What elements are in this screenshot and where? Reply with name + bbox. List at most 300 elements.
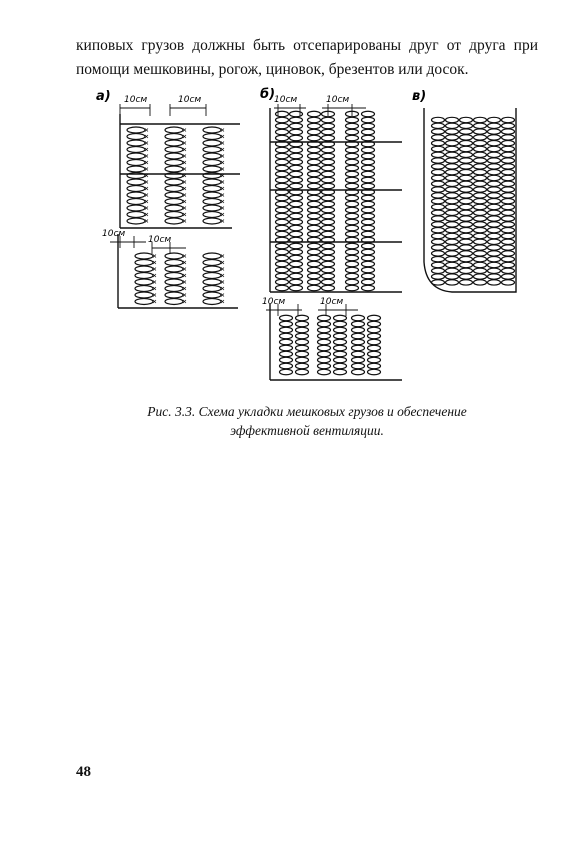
sack xyxy=(460,210,473,215)
sack xyxy=(290,135,303,141)
sack xyxy=(165,286,183,292)
sack xyxy=(432,274,445,279)
sack xyxy=(502,158,515,163)
sack xyxy=(502,268,515,273)
sack xyxy=(432,251,445,256)
sack xyxy=(446,216,459,221)
sack xyxy=(290,261,303,267)
sack xyxy=(296,321,309,327)
sack xyxy=(352,321,365,327)
sack xyxy=(290,123,303,129)
sack xyxy=(502,199,515,204)
sack xyxy=(362,231,375,237)
panel-a-dim-top-2: 10см xyxy=(178,95,202,105)
sack xyxy=(362,273,375,279)
sack xyxy=(203,166,221,172)
sack xyxy=(276,183,289,189)
sack xyxy=(474,193,487,198)
sack xyxy=(308,285,321,291)
sack xyxy=(135,286,153,292)
sack xyxy=(432,216,445,221)
sack xyxy=(322,213,335,219)
sack xyxy=(322,261,335,267)
sack xyxy=(296,369,309,375)
sack xyxy=(276,177,289,183)
sack xyxy=(432,245,445,250)
sack xyxy=(446,280,459,285)
sack xyxy=(362,171,375,177)
sack xyxy=(165,160,183,166)
sack xyxy=(346,129,359,135)
sack xyxy=(502,117,515,122)
sack xyxy=(165,147,183,153)
sack xyxy=(446,181,459,186)
panel-a-dim-bottom-2: 10см xyxy=(148,235,172,245)
sack xyxy=(502,274,515,279)
sack xyxy=(502,257,515,262)
sack xyxy=(368,315,381,321)
sack xyxy=(352,339,365,345)
sack xyxy=(318,333,331,339)
panel-b-dim-top-2: 10см xyxy=(326,95,350,105)
sack xyxy=(276,117,289,123)
sack xyxy=(352,357,365,363)
sack xyxy=(280,339,293,345)
sack xyxy=(296,339,309,345)
sack xyxy=(474,146,487,151)
sack xyxy=(352,327,365,333)
sack xyxy=(460,268,473,273)
sack xyxy=(362,111,375,117)
sack xyxy=(352,369,365,375)
sack xyxy=(362,255,375,261)
sack xyxy=(318,357,331,363)
sack xyxy=(308,213,321,219)
sack xyxy=(203,153,221,159)
sack xyxy=(502,222,515,227)
sack xyxy=(334,345,347,351)
sack xyxy=(308,159,321,165)
sack xyxy=(488,280,501,285)
sack xyxy=(135,273,153,279)
sack xyxy=(432,170,445,175)
sack xyxy=(346,117,359,123)
sack xyxy=(432,222,445,227)
sack xyxy=(362,177,375,183)
sack xyxy=(290,225,303,231)
sack xyxy=(346,171,359,177)
panel-a-label: а) xyxy=(96,89,111,104)
sack-stacks xyxy=(127,111,515,375)
sack xyxy=(502,280,515,285)
sack xyxy=(334,369,347,375)
sack xyxy=(432,164,445,169)
sack xyxy=(308,129,321,135)
sack xyxy=(165,212,183,218)
sack xyxy=(165,153,183,159)
sack xyxy=(203,134,221,140)
sack xyxy=(502,262,515,267)
sack xyxy=(165,199,183,205)
sack xyxy=(203,299,221,305)
sack xyxy=(276,201,289,207)
sack xyxy=(488,129,501,134)
sack xyxy=(460,181,473,186)
sack xyxy=(474,228,487,233)
sack xyxy=(346,249,359,255)
sack xyxy=(308,195,321,201)
sack xyxy=(432,233,445,238)
sack xyxy=(203,205,221,211)
sack xyxy=(308,135,321,141)
sack xyxy=(446,152,459,157)
panel-b-dim-bottom-1: 10см xyxy=(262,297,286,307)
sack xyxy=(460,123,473,128)
sack xyxy=(474,141,487,146)
sack xyxy=(362,195,375,201)
sack xyxy=(474,135,487,140)
sack xyxy=(127,212,145,218)
sack xyxy=(460,170,473,175)
sack xyxy=(290,207,303,213)
sack xyxy=(346,165,359,171)
sack xyxy=(362,285,375,291)
sack xyxy=(276,153,289,159)
sack xyxy=(488,141,501,146)
sack xyxy=(368,369,381,375)
sack xyxy=(362,207,375,213)
sack xyxy=(346,255,359,261)
sack xyxy=(474,117,487,122)
sack xyxy=(296,363,309,369)
sack xyxy=(488,158,501,163)
sack xyxy=(334,339,347,345)
sack xyxy=(280,333,293,339)
sack xyxy=(318,345,331,351)
sack xyxy=(276,261,289,267)
sack xyxy=(446,274,459,279)
sack xyxy=(290,243,303,249)
sack xyxy=(346,279,359,285)
sack xyxy=(432,181,445,186)
sack xyxy=(290,285,303,291)
sack xyxy=(346,147,359,153)
sack xyxy=(502,129,515,134)
sack xyxy=(474,175,487,180)
sack xyxy=(308,147,321,153)
sack xyxy=(446,222,459,227)
sack xyxy=(432,204,445,209)
sack xyxy=(276,207,289,213)
sack xyxy=(488,204,501,209)
sack xyxy=(460,262,473,267)
page-number: 48 xyxy=(76,764,91,780)
sack xyxy=(460,274,473,279)
sack xyxy=(368,357,381,363)
sack xyxy=(362,183,375,189)
sack xyxy=(474,257,487,262)
sack xyxy=(322,153,335,159)
sack xyxy=(290,231,303,237)
sack xyxy=(502,239,515,244)
sack xyxy=(352,315,365,321)
sack xyxy=(474,251,487,256)
sack xyxy=(203,292,221,298)
sack xyxy=(165,273,183,279)
sack xyxy=(346,273,359,279)
sack xyxy=(290,153,303,159)
sack xyxy=(346,201,359,207)
sack xyxy=(474,164,487,169)
sack xyxy=(474,158,487,163)
sack xyxy=(296,315,309,321)
sack xyxy=(318,369,331,375)
sack xyxy=(203,212,221,218)
sack xyxy=(460,257,473,262)
sack xyxy=(446,164,459,169)
sack xyxy=(276,135,289,141)
sack xyxy=(502,204,515,209)
sack xyxy=(446,245,459,250)
sack xyxy=(165,140,183,146)
sack xyxy=(308,219,321,225)
sack xyxy=(488,187,501,192)
sack xyxy=(280,315,293,321)
sack xyxy=(474,210,487,215)
sack xyxy=(474,239,487,244)
sack xyxy=(322,159,335,165)
sack xyxy=(308,243,321,249)
sack xyxy=(460,222,473,227)
sack xyxy=(488,152,501,157)
sack xyxy=(290,177,303,183)
sack xyxy=(165,179,183,185)
sack xyxy=(203,147,221,153)
sack xyxy=(135,299,153,305)
sack xyxy=(308,123,321,129)
sack xyxy=(446,268,459,273)
sack xyxy=(502,175,515,180)
sack xyxy=(362,159,375,165)
sack xyxy=(280,351,293,357)
sack xyxy=(362,123,375,129)
sack xyxy=(308,171,321,177)
sack xyxy=(460,152,473,157)
sack xyxy=(308,261,321,267)
sack xyxy=(502,164,515,169)
body-line-1: киповых грузов должны быть отсепарированы друг от друга при xyxy=(76,37,538,54)
sack xyxy=(488,210,501,215)
sack xyxy=(502,187,515,192)
sack xyxy=(460,245,473,250)
sack xyxy=(446,135,459,140)
sack xyxy=(346,261,359,267)
sack xyxy=(322,285,335,291)
sack xyxy=(276,243,289,249)
sack xyxy=(488,117,501,122)
sack xyxy=(322,249,335,255)
sack xyxy=(334,351,347,357)
sack xyxy=(203,160,221,166)
sack xyxy=(276,165,289,171)
sack xyxy=(276,267,289,273)
sack xyxy=(276,129,289,135)
sack xyxy=(290,147,303,153)
sack xyxy=(362,135,375,141)
sack xyxy=(322,129,335,135)
sack xyxy=(432,239,445,244)
sack xyxy=(276,219,289,225)
sack xyxy=(460,129,473,134)
sack xyxy=(308,165,321,171)
sack xyxy=(165,218,183,224)
sack xyxy=(322,201,335,207)
sack xyxy=(290,129,303,135)
panel-b-dim-top-1: 10см xyxy=(274,95,298,105)
sack xyxy=(474,262,487,267)
sack xyxy=(460,204,473,209)
sack xyxy=(135,292,153,298)
sack xyxy=(432,146,445,151)
sack xyxy=(432,152,445,157)
sack xyxy=(432,141,445,146)
panel-b-dim-bottom-2: 10см xyxy=(320,297,344,307)
sack xyxy=(308,117,321,123)
sack xyxy=(322,279,335,285)
sack xyxy=(352,345,365,351)
sack xyxy=(127,147,145,153)
sack xyxy=(460,187,473,192)
sack xyxy=(334,315,347,321)
sack xyxy=(474,222,487,227)
sack xyxy=(308,201,321,207)
sack xyxy=(346,267,359,273)
sack xyxy=(362,225,375,231)
sack xyxy=(488,239,501,244)
sack xyxy=(432,158,445,163)
sack xyxy=(368,339,381,345)
sack xyxy=(460,233,473,238)
sack xyxy=(488,199,501,204)
sack xyxy=(346,183,359,189)
sack xyxy=(432,135,445,140)
sack xyxy=(203,218,221,224)
sack xyxy=(308,279,321,285)
sack xyxy=(165,299,183,305)
sack xyxy=(290,165,303,171)
sack xyxy=(368,345,381,351)
panel-a-dim-top-1: 10см xyxy=(124,95,148,105)
sack xyxy=(446,239,459,244)
sack xyxy=(432,193,445,198)
sack xyxy=(362,153,375,159)
sack xyxy=(322,147,335,153)
sack xyxy=(290,117,303,123)
sack xyxy=(135,279,153,285)
sack xyxy=(165,134,183,140)
panel-a-dim-bottom-1: 10см xyxy=(102,229,126,239)
sack xyxy=(318,363,331,369)
sack xyxy=(296,333,309,339)
sack xyxy=(290,195,303,201)
sack xyxy=(135,260,153,266)
sack xyxy=(432,175,445,180)
sack xyxy=(280,345,293,351)
sack xyxy=(322,195,335,201)
sack xyxy=(446,146,459,151)
sack xyxy=(460,175,473,180)
sack xyxy=(346,231,359,237)
sack xyxy=(446,199,459,204)
sack xyxy=(318,321,331,327)
sack xyxy=(127,134,145,140)
bag-stacking-figure xyxy=(90,86,530,386)
sack xyxy=(203,273,221,279)
sack xyxy=(488,222,501,227)
sack xyxy=(446,175,459,180)
sack xyxy=(346,285,359,291)
sack xyxy=(432,262,445,267)
sack xyxy=(502,251,515,256)
sack xyxy=(362,279,375,285)
sack xyxy=(203,199,221,205)
caption-line-2: эффективной вентиляции. xyxy=(230,423,384,438)
sack xyxy=(276,231,289,237)
sack xyxy=(446,129,459,134)
sack xyxy=(322,117,335,123)
sack xyxy=(460,251,473,256)
sack xyxy=(276,249,289,255)
sack xyxy=(322,177,335,183)
sack xyxy=(502,170,515,175)
sack xyxy=(432,129,445,134)
sack xyxy=(488,245,501,250)
sack xyxy=(502,210,515,215)
sack xyxy=(290,159,303,165)
sack xyxy=(362,147,375,153)
sack xyxy=(308,255,321,261)
sack xyxy=(334,333,347,339)
sack xyxy=(322,231,335,237)
sack xyxy=(308,183,321,189)
sack xyxy=(322,243,335,249)
sack xyxy=(488,251,501,256)
sack xyxy=(165,253,183,259)
sack xyxy=(446,141,459,146)
sack xyxy=(127,199,145,205)
sack xyxy=(165,292,183,298)
sack xyxy=(488,181,501,186)
sack xyxy=(362,261,375,267)
sack xyxy=(474,170,487,175)
sack xyxy=(474,280,487,285)
sack xyxy=(165,186,183,192)
sack xyxy=(474,152,487,157)
sack xyxy=(502,141,515,146)
sack xyxy=(290,279,303,285)
sack xyxy=(276,171,289,177)
sack xyxy=(446,233,459,238)
sack xyxy=(446,228,459,233)
sack xyxy=(460,117,473,122)
sack xyxy=(488,257,501,262)
caption-line-1: Рис. 3.3. Схема укладки мешковых грузов и обеспечение xyxy=(147,404,467,419)
sack xyxy=(488,274,501,279)
figure-caption xyxy=(76,402,538,440)
sack xyxy=(502,146,515,151)
sack xyxy=(362,117,375,123)
sack xyxy=(502,152,515,157)
